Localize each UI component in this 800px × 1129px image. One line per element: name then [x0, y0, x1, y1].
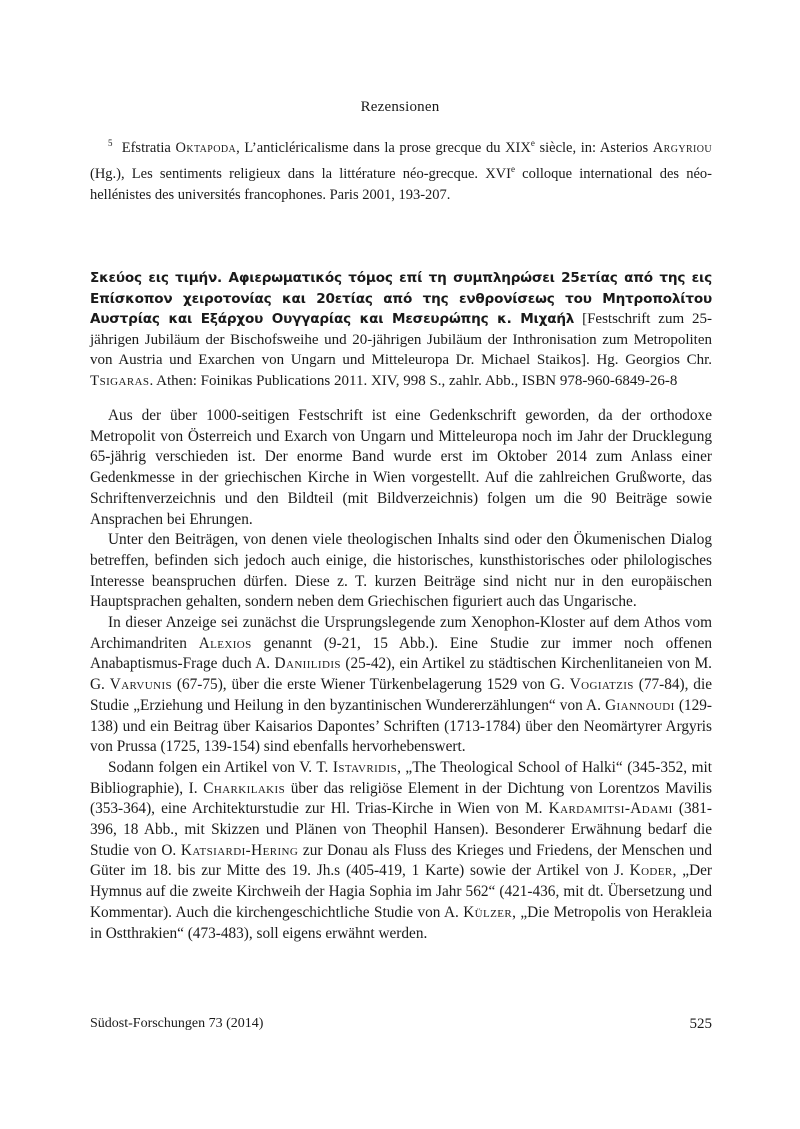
- bibliographic-entry: Σκεύος εις τιμήν. Αφιερωματικός τόμος επί τη συμπληρώσει 25ετίας από της εις Επίσκοπον χειροτονίας και 20ετίας από της ενθρονίσεως του Μητροπολίτου Αυστρίας και Εξάρχου Ουγγαρίας και Μεσευρώπης κ. Μιχαήλ [Festschrift zum 25-jährigen Jubiläum der Bischofsweihe und 20-jährigen Jubiläum der Inthronisation zum Metropoliten von Austria und Exarchen von Ungarn und Mitteleuropa Dr. Michael Staikos]. Hg. Georgios Chr. Tsigaras. Athen: Foinikas Publications 2011. XIV, 998 S., zahlr. Abb., ISBN 978-960-6849-26-8: [90, 270, 713, 389]
- page-number: 525: [689, 1016, 712, 1032]
- author-name: Oktapoda: [175, 139, 237, 156]
- paragraph-1: Aus der über 1000-seitigen Festschrift ist eine Gedenkschrift geworden, da der orthodoxe Metropolit von Österreich und Exarch von Ungarn und Mitteleuropa noch im Jahr der Drucklegung 65-jährig verschieden ist. Der enorme Band wurde erst im Oktober 2014 zum Anlass einer Gedenkmesse in der griechischen Kirche in Wien vorgestellt. Auf die zahlreichen Grußworte, das Schriftenverzeichnis und den Bildteil (mit Bildverzeichnis) folgen um die 90 Beiträge sowie Ansprachen bei Ehrungen.: [90, 407, 712, 528]
- paragraph-3: In dieser Anzeige sei zunächst die Ursprungslegende zum Xenophon-Kloster auf dem Athos vom Archimandriten Alexios genannt (9-21, 15 Abb.). Eine Studie zur immer noch offenen Anabaptismus-Frage duch A. Daniilidis (25-42), ein Artikel zu städtischen Kirchenlitaneien von M. G. Varvunis (67-75), über die erste Wiener Türkenbelagerung 1529 von G. Vogiatzis (77-84), die Studie „Erziehung und Heilung in den byzantinischen Wundererzählungen“ von A. Giannoudi (129-138) und ein Beitrag über Kaisarios Dapontes’ Schriften (1713-1784) über den Neomärtyrer Argyris von Prussa (1725, 139-154) sind ebenfalls hervorhebenswert.: [90, 614, 713, 756]
- editor-name: Argyriou: [652, 139, 713, 156]
- paragraph-2: Unter den Beiträgen, von denen viele theologischen Inhalts sind oder den Ökumenischen Dialog betreffen, befinden sich jedoch auch einige, die historisches, kunsthistorisches oder philologisches Interesse beanspruchen dürfen. Diese z. T. kurzen Beiträge sind nicht nur in den europäischen Hauptsprachen gehalten, sondern neben dem Griechischen figuriert auch das Ungarische.: [90, 531, 712, 611]
- running-header: Rezensionen: [360, 99, 440, 115]
- footnote: $^5$ Efstratia Oktapoda, L’anticléricalisme dans la prose grecque du XIXe siècle, in: Asterios Argyriou (Hg.), Les sentiments religieux dans la littérature néo-grecque. XVIe colloque international des néo-hellénistes des universités francophones. Paris 2001, 193-207.: [90, 138, 713, 203]
- footnote-number: 5: [108, 138, 113, 148]
- paragraph-4: Sodann folgen ein Artikel von V. T. Istavridis, „The Theological School of Halki“ (345-352, mit Bibliographie), I. Charkilakis über das religiöse Element in der Dichtung von Lorentzos Mavilis (353-364), eine Architekturstudie zur Hl. Trias-Kirche in Wien von M. Kardamitsi-Adami (381-396, 18 Abb., mit Skizzen und Plänen von Theophil Hansen). Besonderer Erwähnung bedarf die Studie von O. Katsiardi-Hering zur Donau als Fluss des Krieges und Friedens, der Menschen und Güter im 18. bis zur Mitte des 19. Jh.s (405-419, 1 Karte) sowie der Artikel von J. Koder, „Der Hymnus auf die zweite Kirchweih der Hagia Sophia im Jahr 562“ (421-436, mit dt. Übersetzung und Kommentar). Auch die kirchengeschichtliche Studie von A. Külzer, „Die Metropolis von Herakleia in Ostthrakien“ (473-483), soll eigens erwähnt werden.: [90, 758, 713, 942]
- journal-citation: Südost-Forschungen 73 (2014): [90, 1016, 264, 1031]
- editor-name: Tsigaras: [90, 372, 150, 389]
- greek-title: Σκεύος εις τιμήν. Αφιερωματικός τόμος επί τη συμπληρώσει 25ετίας από της εις Επίσκοπον χειροτονίας και 20ετίας από της ενθρονίσεως του Μητροπολίτου Αυστρίας και Εξάρχου Ουγγαρίας και Μεσευρώπης κ. Μιχαήλ: [90, 270, 712, 328]
- review-body: [90, 406, 712, 944]
